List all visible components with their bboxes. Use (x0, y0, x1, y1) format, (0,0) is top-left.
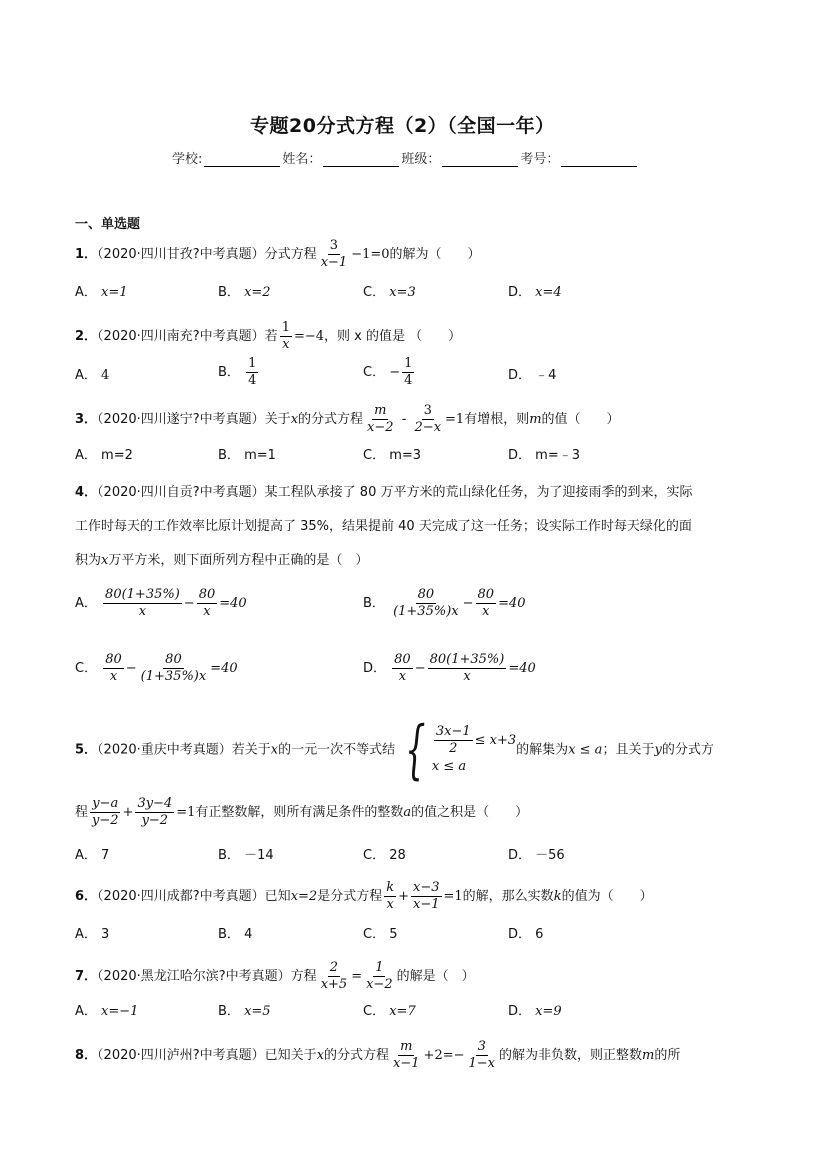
q7-number: 7． (75, 969, 98, 984)
q5-sys1-rhs: ≤ x+3 (474, 732, 517, 748)
q2-opt-c-den: 4 (404, 373, 413, 388)
q5-line-2 (75, 796, 528, 829)
q3-eq: =1 (445, 412, 465, 427)
question-3 (75, 403, 620, 436)
q2-opt-b[interactable] (246, 356, 258, 389)
q4-d-f2d: x (463, 669, 471, 684)
q5-f1n: y−a (92, 796, 119, 811)
q3-opt-c[interactable]: m=3 (389, 448, 422, 463)
q4-b-f1n: 80 (417, 587, 435, 602)
q6-eq: =1 (443, 889, 463, 904)
q4-c-f2n: 80 (165, 652, 182, 667)
q2-source: （2020·四川南充?中考真题） (97, 329, 265, 344)
q7-frac-2 (364, 960, 395, 993)
q7-source: （2020·黑龙江哈尔滨?中考真题） (97, 969, 291, 984)
q8-f2n: 3 (477, 1039, 486, 1054)
q8-f1n: m (400, 1039, 413, 1054)
q6-frac-2 (411, 880, 442, 913)
q7-text: 方程 (290, 969, 317, 984)
q7-eq: = (351, 969, 363, 984)
q1-opt-b-label[interactable]: B． (218, 285, 240, 300)
q3-opt-a[interactable]: m=2 (101, 448, 133, 463)
q3-text-b: 的分式方程 (298, 412, 364, 427)
q4-number: 4． (75, 485, 98, 500)
q8-tail-a: 的解为非负数，则正整数 (499, 1048, 643, 1063)
q5-source: （2020·重庆中考真题） (97, 742, 232, 758)
q5-opt-a[interactable]: 7 (101, 848, 110, 863)
q4-opt-a-frac-1 (103, 587, 182, 620)
q5-opt-d[interactable]: －56 (535, 848, 565, 863)
q5-plus: + (122, 805, 134, 820)
q3-fraction-2 (413, 403, 444, 436)
q3-minus: - (401, 412, 407, 427)
q4-c-f2d: (1+35%)x (140, 669, 207, 684)
q6-frac-1 (384, 880, 396, 913)
q2-opt-a[interactable]: 4 (101, 368, 110, 383)
q3-opt-b[interactable]: m=1 (244, 448, 276, 463)
q4-opt-d-frac-1 (392, 652, 413, 685)
q1-opt-c-label[interactable]: C． (363, 285, 386, 300)
q6-text-a: 已知 (264, 889, 291, 904)
q5-sys1-den: 2 (449, 740, 458, 756)
q7-f1d: x+5 (320, 977, 348, 992)
q2-fraction (280, 320, 292, 353)
info-line (172, 148, 639, 167)
q5-cond: x ≤ a (568, 742, 603, 758)
q5-f2d: y−2 (141, 813, 169, 828)
q4-opt-a[interactable]: A． $\frac{80(1+35\%)}{x}$ − $\frac{80}{x}$ =40 (75, 587, 247, 619)
q1-source: （2020·四川甘孜?中考真题） (97, 247, 265, 262)
q6-text-b: 是分式方程 (317, 889, 383, 904)
q5-tail-c: 的分式方 (661, 742, 714, 758)
q2-opt-d-label[interactable]: D． (508, 368, 532, 383)
q3-number: 3． (75, 412, 98, 427)
q1-opt-a-label[interactable]: A． (75, 285, 97, 300)
q6-opt-b[interactable]: 4 (244, 927, 253, 942)
q5-tail-b: ；且关于 (602, 742, 655, 758)
q7-opt-b-label[interactable]: B． (218, 1004, 240, 1019)
q5-tail-a: 的解集为 (516, 742, 569, 758)
question-2 (75, 320, 461, 353)
q3-var-x: x (290, 412, 299, 427)
q4-a-eq: =40 (219, 596, 247, 611)
q6-x-eq: x=2 (290, 889, 318, 904)
q4-d-f1n: 80 (394, 652, 411, 667)
q5-frac-2 (135, 796, 174, 829)
q3-tail-a: 有增根，则 (464, 412, 530, 427)
q4-opt-b[interactable]: B． $\frac{80}{(1+35\%)x}$ − $\frac{80}{x}$ =40 (363, 587, 526, 619)
q2-tail: ，则 x 的值是 （ ） (324, 329, 462, 344)
q1-eq: −1=0 (351, 247, 390, 262)
exam-no-label: 考号： (520, 152, 560, 167)
q4-line-1: 某工程队承接了 80 万平方米的荒山绿化任务，为了迎接雨季的到来，实际 (264, 485, 693, 500)
q5-frac-1 (90, 796, 121, 829)
q4-opt-b-label: B． (363, 596, 385, 611)
q4-b-f2n: 80 (477, 587, 495, 602)
q3-opt-d-label[interactable]: D． (508, 448, 532, 463)
q8-source: （2020·四川泸州?中考真题） (97, 1048, 265, 1063)
q2-opt-b-label[interactable]: B． (218, 365, 240, 380)
q5-text-a: 若关于 (231, 742, 271, 758)
question-7 (75, 960, 475, 993)
q8-f2d: 1−x (468, 1056, 495, 1071)
q5-opt-b-label[interactable]: B． (218, 848, 240, 863)
q4-line-2: 工作时每天的工作效率比原计划提高了 35%，结果提前 40 天完成了这一任务；设实际工作时每天绿化的面 (75, 519, 692, 534)
q3-text-a: 关于 (264, 412, 291, 427)
question-4 (75, 483, 692, 503)
q1-options (75, 283, 128, 303)
q6-opt-c-label[interactable]: C． (363, 927, 386, 942)
question-8 (75, 1039, 680, 1072)
q7-f2d: x−2 (366, 977, 393, 992)
q2-frac-den: x (282, 337, 290, 352)
q2-opt-c-sign: − (389, 365, 401, 380)
q1-opt-c[interactable]: x=3 (389, 285, 416, 300)
q3-opt-d[interactable]: m=﹣3 (535, 448, 580, 463)
q1-number: 1． (75, 247, 98, 262)
q5-number: 5． (75, 742, 98, 758)
q6-opt-b-label[interactable]: B． (218, 927, 240, 942)
q8-text-a: 已知关于 (264, 1048, 317, 1063)
q6-plus: + (398, 889, 409, 904)
q5-f1d: y−2 (92, 813, 119, 828)
q2-text: 若 (264, 329, 278, 344)
q2-opt-b-den: 4 (248, 373, 257, 388)
question-5 (75, 713, 714, 787)
q5-eq: =1 (176, 805, 196, 820)
q7-opt-d-label[interactable]: D． (508, 1004, 532, 1019)
q7-opt-c[interactable]: x=7 (389, 1004, 416, 1019)
q1-opt-a[interactable]: x=1 (101, 285, 128, 300)
q8-number: 8． (75, 1048, 98, 1063)
q4-line-3-a: 积为 (75, 553, 102, 568)
q6-opt-a-label[interactable]: A． (75, 927, 97, 942)
q6-number: 6． (75, 889, 98, 904)
q1-opt-d-label[interactable]: D． (508, 285, 532, 300)
q6-f2d: x−1 (413, 897, 440, 912)
q7-opt-d[interactable]: x=9 (535, 1004, 562, 1019)
q1-fraction (319, 238, 350, 271)
q8-var-x: x (316, 1048, 325, 1063)
q6-opt-d[interactable]: 6 (535, 927, 544, 942)
q5-brace-icon: { (405, 713, 426, 787)
q4-b-f2d: x (482, 604, 490, 619)
q4-line-3-b: 万平方米，则下面所列方程中正确的是（ ） (108, 553, 369, 568)
q6-f1d: x (386, 897, 394, 912)
q7-opt-a-label[interactable]: A． (75, 1004, 97, 1019)
q4-opt-d-frac-2 (428, 652, 507, 685)
q4-a-f1d: x (138, 604, 147, 619)
q4-opt-c[interactable]: C． $\frac{80}{x}$ − $\frac{80}{(1+35\%)x}$ =40 (75, 652, 238, 684)
q5-opt-c[interactable]: 28 (389, 848, 406, 863)
q5-opt-b[interactable]: －14 (244, 848, 274, 863)
q5-line2-c: 的值之积是（ ） (411, 805, 529, 820)
q4-opt-c-frac-2 (139, 652, 209, 685)
q2-opt-c-label[interactable]: C． (363, 365, 386, 380)
q5-opt-c-label[interactable]: C． (363, 848, 386, 863)
q4-opt-d-label: D． (363, 661, 387, 676)
q6-source: （2020·四川成都?中考真题） (97, 889, 265, 904)
q1-opt-d[interactable]: x=4 (535, 285, 562, 300)
q6-f1n: k (386, 880, 395, 895)
q4-line-3 (75, 551, 368, 571)
q1-text: 分式方程 (264, 247, 317, 262)
q1-frac-den: x−1 (320, 255, 348, 270)
q3-opt-c-label[interactable]: C． (363, 448, 386, 463)
q7-tail: 的解是（ ） (396, 969, 475, 984)
q4-opt-b-frac-2 (476, 587, 497, 620)
q3-source: （2020·四川遂宁?中考真题） (97, 412, 265, 427)
q6-opt-d-label[interactable]: D． (508, 927, 532, 942)
q3-fraction-1 (365, 403, 396, 436)
q5-var-y: y (654, 742, 662, 758)
q4-opt-a-frac-2 (197, 587, 218, 620)
section-heading: 一、单选题 (75, 217, 141, 232)
q2-opt-a-label[interactable]: A． (75, 368, 97, 383)
q7-frac-1 (319, 960, 350, 993)
q6-opt-c[interactable]: 5 (389, 927, 398, 942)
q3-f2-den: 2−x (414, 420, 442, 435)
name-label: 姓名： (282, 152, 322, 167)
q4-a-f2n: 80 (198, 587, 216, 602)
q3-var-m: m (529, 412, 542, 427)
q4-opt-c-frac-1 (103, 652, 124, 685)
q2-eq: =−4 (293, 329, 325, 344)
q4-opt-a-label: A． (75, 596, 97, 611)
q6-tail-b: 的值为（ ） (561, 889, 653, 904)
q5-sys2: x ≤ a (431, 758, 467, 774)
q8-frac-1 (391, 1039, 422, 1072)
q5-sys1-num: 3x−1 (435, 723, 471, 739)
q5-opt-d-label[interactable]: D． (508, 848, 532, 863)
q8-text-b: 的分式方程 (324, 1048, 390, 1063)
q2-frac-num: 1 (281, 320, 290, 335)
q2-opt-c-num: 1 (404, 356, 413, 371)
q5-var-x: x (270, 742, 279, 758)
q4-b-eq: =40 (498, 596, 526, 611)
q4-c-f1d: x (109, 669, 118, 684)
q6-opt-a[interactable]: 3 (101, 927, 110, 942)
q4-opt-b-frac-1 (391, 587, 461, 620)
q2-opt-b-num: 1 (248, 356, 257, 371)
q2-opt-d[interactable]: ﹣4 (535, 368, 557, 383)
q3-tail-b: 的值（ ） (541, 412, 620, 427)
q8-var-m: m (642, 1048, 655, 1063)
q2-opt-c[interactable] (402, 356, 414, 389)
q2-number: 2． (75, 329, 98, 344)
q5-line2-a: 程 (75, 805, 89, 820)
q4-a-f2d: x (203, 604, 211, 619)
q8-mid: +2=− (423, 1048, 465, 1063)
q3-f1-num: m (374, 403, 387, 418)
q4-a-f1n: 80(1+35%) (105, 587, 180, 602)
question-6 (75, 880, 653, 913)
q3-f1-den: x−2 (367, 420, 394, 435)
q4-d-eq: =40 (508, 661, 536, 676)
page-title: 专题20分式方程（2）（全国一年） (250, 115, 555, 137)
q7-opt-a[interactable]: x=−1 (101, 1004, 139, 1019)
school-blank[interactable] (204, 153, 280, 167)
q8-tail-b: 的所 (654, 1048, 681, 1063)
q5-var-a: a (403, 805, 412, 820)
q4-b-f1d: (1+35%)x (393, 604, 459, 619)
q7-opt-c-label[interactable]: C． (363, 1004, 386, 1019)
class-blank[interactable] (442, 153, 518, 167)
q5-opt-a-label[interactable]: A． (75, 848, 97, 863)
q3-opt-b-label[interactable]: B． (218, 448, 240, 463)
question-1 (75, 238, 481, 271)
q5-inequality-system (395, 713, 517, 787)
name-blank[interactable] (323, 153, 399, 167)
q1-tail: 的解为（ ） (389, 247, 481, 262)
q3-f2-num: 3 (423, 403, 432, 418)
q1-opt-b[interactable]: x=2 (244, 285, 271, 300)
q5-text-b: 的一元一次不等式结 (278, 742, 396, 758)
q1-frac-num: 3 (329, 238, 339, 253)
q4-d-f1d: x (398, 669, 407, 684)
q8-frac-2 (467, 1039, 498, 1072)
q3-opt-a-label[interactable]: A． (75, 448, 97, 463)
q4-source: （2020·四川自贡?中考真题） (97, 485, 265, 500)
class-label: 班级： (401, 152, 441, 167)
q4-d-f2n: 80(1+35%) (429, 652, 505, 667)
q5-f2n: 3y−4 (137, 796, 173, 811)
q4-opt-c-label: C． (75, 661, 98, 676)
q7-opt-b[interactable]: x=5 (244, 1004, 271, 1019)
q7-f2n: 1 (375, 960, 384, 975)
q7-f1n: 2 (329, 960, 339, 975)
school-label: 学校: (172, 152, 203, 167)
q6-var-k: k (553, 889, 562, 904)
q8-f1d: x−1 (393, 1056, 420, 1071)
q4-c-eq: =40 (210, 661, 238, 676)
q5-line2-b: 有正整数解，则所有满足条件的整数 (195, 805, 404, 820)
q4-var-x: x (101, 553, 109, 568)
q4-opt-d[interactable]: D． $\frac{80}{x}$ − $\frac{80(1+35\%)}{x}$ =40 (363, 652, 536, 684)
exam-no-blank[interactable] (561, 153, 637, 167)
q6-tail-a: 的解，那么实数 (462, 889, 554, 904)
q4-c-f1n: 80 (105, 652, 122, 667)
q6-f2n: x−3 (413, 880, 440, 895)
